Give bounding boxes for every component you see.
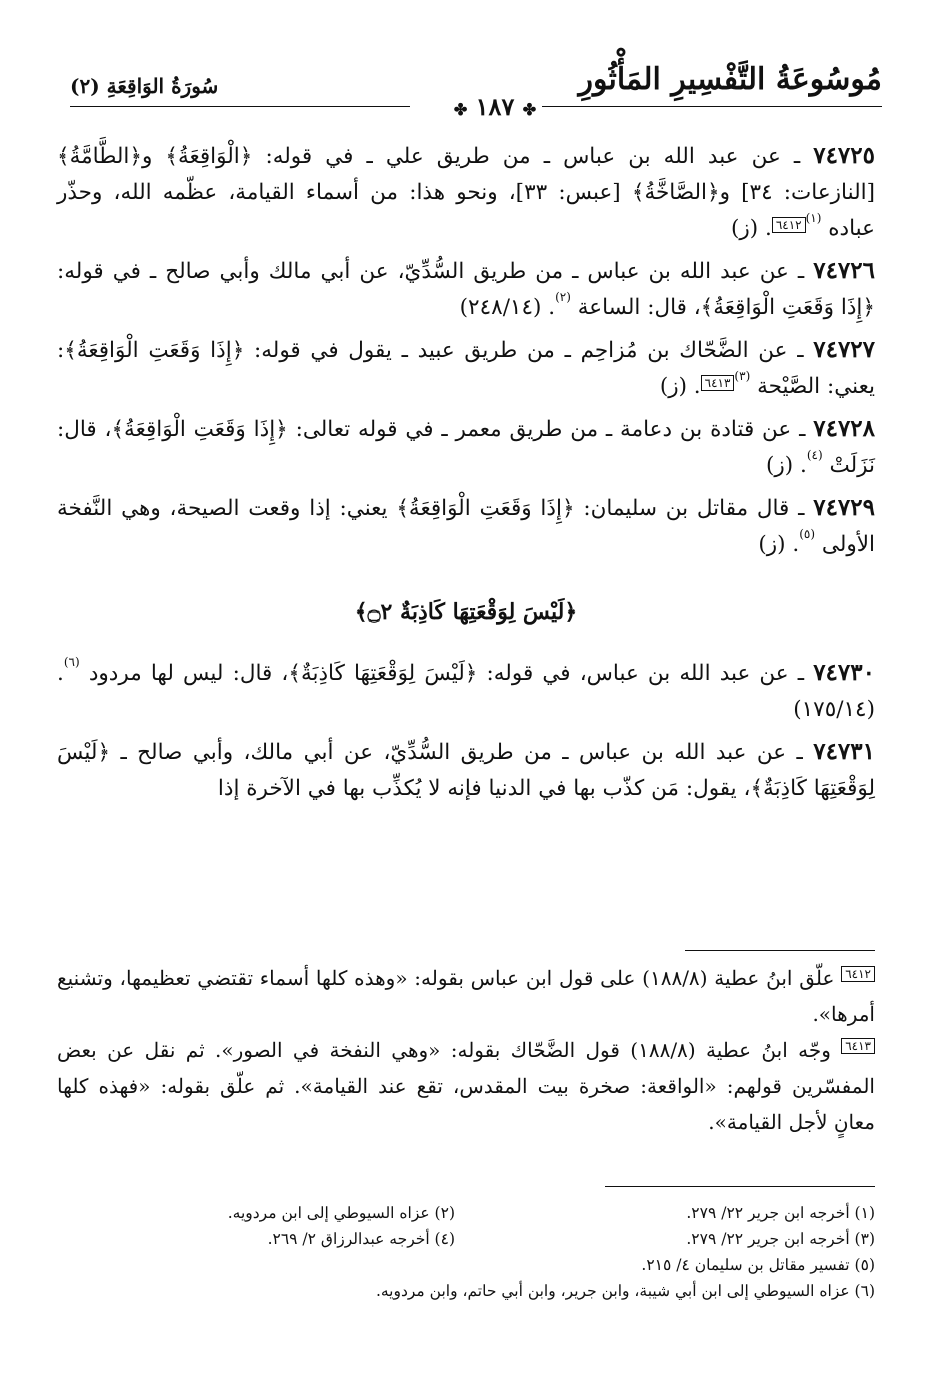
footnote-marker: (٤) (806, 448, 823, 462)
entry-number: ٧٤٧٣٠ (813, 659, 875, 686)
verse-heading: ﴿لَيْسَ لِوَقْعَتِهَا كَاذِبَةٌ ۝٢﴾ (354, 599, 578, 625)
hadith-entry (57, 253, 875, 326)
entry-text: ـ عن قتادة بن دعامة ـ من طريق معمر ـ في قوله تعالى: ﴿إِذَا وَقَعَتِ الْوَاقِعَةُ﴾، قال: نَزَلَتْ (57, 417, 875, 478)
page-number (440, 92, 550, 121)
hadith-entry (57, 734, 875, 807)
footnote: (٣) أخرجه ابن جرير ٢٢/ ٢٧٩. (686, 1230, 875, 1248)
entry-number: ٧٤٧٢٩ (813, 494, 875, 521)
entry-source: . (١٧٥/١٤) (57, 661, 875, 722)
footnote: (٥) تفسير مقاتل بن سليمان ٤/ ٢١٥. (641, 1256, 875, 1274)
commentary-note (57, 960, 875, 1032)
footnote-marker: (١) (805, 211, 822, 225)
note-text: وجّه ابنُ عطية (١٨٨/٨) قول الضَّحّاك بقوله: «وهي النفخة في الصور». ثم نقل عن بعض المفسّرين قولهم: «الواقعة: صخرة بيت المقدس، تقع عند القيامة». ثم علّق بقوله: «فهذه كلها معانٍ لأجل القيامة». (57, 1038, 875, 1134)
commentary-note (57, 1032, 875, 1140)
page-header (70, 62, 882, 126)
entry-text: ـ عن عبد الله بن عباس، في قوله: ﴿لَيْسَ لِوَقْعَتِهَا كَاذِبَةٌ﴾، قال: ليس لها مردود (88, 661, 805, 686)
hadith-entry (57, 138, 875, 247)
entries-group-2 (57, 655, 875, 807)
footnote-marker: (٥) (799, 527, 816, 541)
footnote: (١) أخرجه ابن جرير ٢٢/ ٢٧٩. (686, 1204, 875, 1222)
entry-text: ـ عن عبد الله بن عباس ـ من طريق السُّدِّيّ، عن أبي مالك، وأبي صالح ـ ﴿لَيْسَ لِوَقْعَتِهَا كَاذِبَةٌ﴾، يقول: مَن كذّب بها في الدنيا فإنه لا يُكذِّب بها في الآخرة إذا (57, 740, 875, 801)
hadith-entry (57, 411, 875, 484)
footnote-row (57, 1226, 875, 1252)
entry-number: ٧٤٧٢٦ (813, 257, 875, 284)
entry-number: ٧٤٧٢٨ (813, 415, 876, 442)
hadith-entry (57, 332, 875, 405)
entry-number: ٧٤٧٢٧ (813, 336, 876, 363)
entry-source: . (ز) (659, 374, 701, 399)
footnote: (٦) عزاه السيوطي إلى ابن أبي شيبة، وابن جرير، وابن أبي حاتم، وابن مردويه. (375, 1282, 875, 1300)
hadith-entry (57, 655, 875, 728)
footnote: (٤) أخرجه عبدالرزاق ٢/ ٢٦٩. (267, 1230, 455, 1248)
entries-group-1 (57, 138, 875, 563)
entry-number: ٧٤٧٣١ (813, 738, 875, 765)
notes-separator (685, 950, 875, 951)
entry-text: ـ عن الضَّحّاك بن مُزاحِم ـ من طريق عبيد ـ يقول في قوله: ﴿إِذَا وَقَعَتِ الْوَاقِعَةُ﴾: يعني: الصَّيْحة (57, 338, 875, 399)
commentary-notes (57, 960, 875, 1140)
note-text: علّق ابنُ عطية (١٨٨/٨) على قول ابن عباس بقوله: «وهذه كلها أسماء تقتضي تعظيمها، وتشنيع أمرها». (57, 966, 875, 1026)
entry-source: . (٢٤٨/١٤) (459, 295, 556, 320)
hadith-entry (57, 490, 875, 563)
footnote-marker: (٣) (734, 369, 751, 383)
footnote-row (57, 1200, 875, 1226)
header-rule-left (70, 106, 410, 107)
footnote-row (57, 1252, 875, 1278)
main-text (57, 138, 875, 813)
entry-source: . (ز) (765, 453, 807, 478)
entry-source: . (ز) (758, 532, 800, 557)
footnotes-separator (605, 1186, 875, 1187)
cross-ref-box: ٦٤١٢ (772, 217, 806, 233)
footnote-marker: (٢) (555, 290, 571, 304)
ornament-icon: ✤ (453, 100, 468, 119)
book-title: مُوسُوعَةُ التَّفْسِيرِ المَأْثُورِ (578, 62, 882, 97)
ornament-icon: ✤ (522, 100, 537, 119)
cross-ref-box: ٦٤١٣ (701, 375, 735, 391)
note-ref-box: ٦٤١٣ (841, 1038, 875, 1054)
page-number-text: ١٨٧ (475, 92, 515, 121)
entry-text: ـ عن عبد الله بن عباس ـ من طريق السُّدِّيّ، عن أبي مالك وأبي صالح ـ في قوله: ﴿إِذَا وَقَعَتِ الْوَاقِعَةُ﴾، قال: الساعة (57, 259, 875, 320)
footnote: (٢) عزاه السيوطي إلى ابن مردويه. (227, 1204, 455, 1222)
note-ref-box: ٦٤١٢ (841, 966, 875, 982)
footnotes (57, 1200, 875, 1304)
entry-text: ـ عن عبد الله بن عباس ـ من طريق علي ـ في قوله: ﴿الْوَاقِعَةُ﴾ و﴿الطَّامَّةُ﴾ [النازعات: ٣٤] و﴿الصَّاخَّةُ﴾ [عبس: ٣٣]، ونحو هذا: من أسماء القيامة، عظّمه الله، وحذّر عباده (57, 144, 875, 241)
entry-number: ٧٤٧٢٥ (813, 142, 875, 169)
header-rule-right (542, 106, 882, 107)
footnote-marker: (٦) (63, 655, 80, 669)
entry-source: . (ز) (731, 216, 772, 241)
surah-title: سُورَةُ الوَاقِعَةِ (٢) (70, 74, 219, 98)
entry-text: ـ قال مقاتل بن سليمان: ﴿إِذَا وَقَعَتِ الْوَاقِعَةُ﴾ يعني: إذا وقعت الصيحة، وهي النَّفخة الأولى (57, 496, 875, 557)
footnote-row (57, 1278, 875, 1304)
